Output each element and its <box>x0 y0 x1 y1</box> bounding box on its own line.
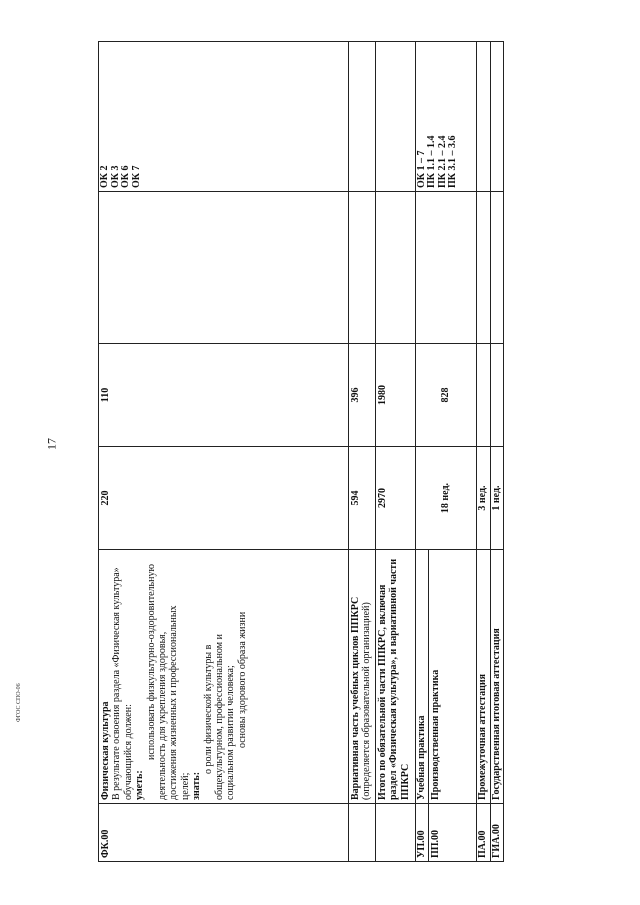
section-title: Производственная практика <box>429 550 477 804</box>
table-row <box>490 42 503 862</box>
row-index: УП.00 <box>416 804 429 862</box>
competency-codes <box>416 42 477 192</box>
competency-code: ПК 3.1 – 3.6 <box>447 135 459 188</box>
practice-hours: 828 <box>416 344 477 447</box>
row-index: ПП.00 <box>429 804 477 862</box>
competency-codes <box>376 42 416 192</box>
knowledge-line: о роли физической культуры в <box>202 644 214 774</box>
class-hours: 1980 <box>376 344 416 447</box>
footer-code: ФГОС СПО-06 <box>16 683 22 722</box>
max-hours: 594 <box>349 447 376 550</box>
curriculum-table <box>98 41 504 862</box>
competency-codes <box>477 42 490 192</box>
row-index: ФК.00 <box>99 804 349 862</box>
competency-code: ПК 2.1 – 2.4 <box>436 135 448 188</box>
knowledge-line: общекультурном, профессиональном и <box>214 634 226 800</box>
table-row <box>99 42 349 862</box>
attestation-duration: 3 нед. <box>477 447 490 550</box>
skills-line: использовать физкультурно-оздоровительную <box>145 564 157 760</box>
skills-line: целей; <box>179 772 191 800</box>
competency-codes <box>490 42 503 192</box>
knowledge-line: социальном развитии человека; <box>225 665 237 800</box>
curriculum-table-rotated <box>98 42 502 862</box>
attestation-duration: 1 нед. <box>490 447 503 550</box>
table-row <box>416 42 429 862</box>
competency-codes <box>349 42 376 192</box>
knowledge-line: основы здорового образа жизни <box>236 611 248 748</box>
competency-code: ОК 7 <box>130 165 142 188</box>
competency-code: ОК 3 <box>109 165 121 188</box>
class-hours <box>477 344 490 447</box>
skills-line: достижения жизненных и профессиональных <box>168 605 180 800</box>
practice-duration: 18 нед. <box>416 447 477 550</box>
section-title: Промежуточная аттестация <box>477 550 490 804</box>
row-index <box>349 804 376 862</box>
discipline-cell <box>490 192 503 344</box>
section-subtitle: (определяется образовательной организацией) <box>361 602 373 800</box>
skills-label: уметь: <box>134 770 146 800</box>
competency-code: ОК 2 <box>99 165 110 188</box>
class-hours <box>490 344 503 447</box>
section-title: Государственная итоговая аттестация <box>490 550 503 804</box>
section-intro: В результате освоения раздела «Физическая культура» обучающийся должен: <box>111 567 134 800</box>
row-index: ГИА.00 <box>490 804 503 862</box>
discipline-cell <box>477 192 490 344</box>
max-hours: 2970 <box>376 447 416 550</box>
discipline-cell <box>416 192 477 344</box>
class-hours: 396 <box>349 344 376 447</box>
discipline-cell <box>376 192 416 344</box>
table-row <box>477 42 490 862</box>
row-index: ПА.00 <box>477 804 490 862</box>
table-row <box>349 42 376 862</box>
class-hours: 110 <box>99 344 349 447</box>
discipline-cell <box>349 192 376 344</box>
competency-codes <box>99 42 349 192</box>
table-row <box>376 42 416 862</box>
competency-code: ОК 1 – 7 <box>416 150 427 188</box>
page-number: 17 <box>44 438 59 450</box>
section-description <box>349 550 376 804</box>
section-description <box>99 550 349 804</box>
section-title: Учебная практика <box>416 550 429 804</box>
max-hours: 220 <box>99 447 349 550</box>
row-index <box>376 804 416 862</box>
section-title: Вариативная часть учебных циклов ППКРС <box>350 596 361 800</box>
competency-code: ОК 6 <box>120 165 132 188</box>
skills-line: деятельность для укрепления здоровья, <box>157 631 169 800</box>
section-title: Итого по обязательной части ППКРС, включая раздел «Физическая культура», и вариативной части ППКРС <box>376 550 416 804</box>
discipline-cell <box>99 192 349 344</box>
knowledge-label: знать: <box>191 771 203 800</box>
competency-code: ПК 1.1 – 1.4 <box>426 135 438 188</box>
section-title: Физическая культура <box>100 701 111 800</box>
